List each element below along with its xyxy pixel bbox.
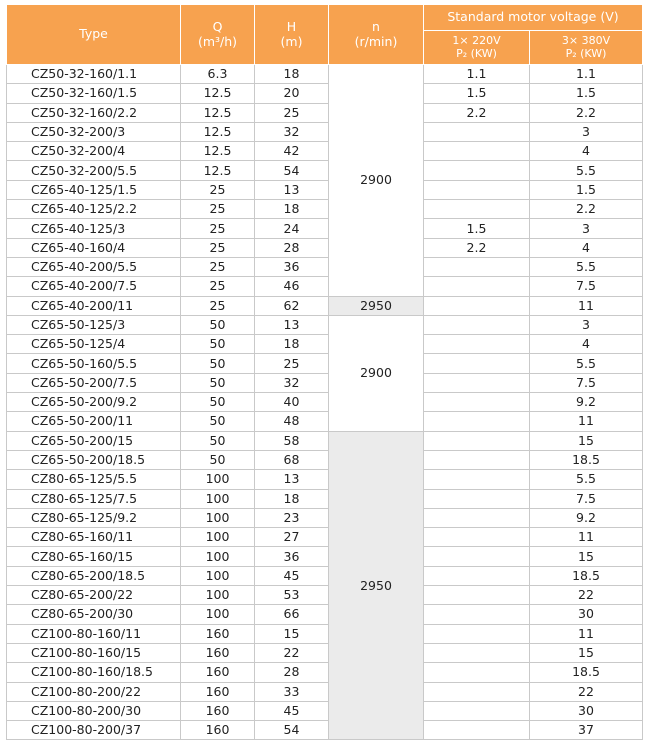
cell-flow: 50 [181, 315, 255, 334]
table-row [7, 721, 643, 740]
table-row [7, 161, 643, 180]
col-header-three-phase: 3× 380V P₂ (KW) [530, 31, 643, 65]
table-row [7, 122, 643, 141]
cell-type: CZ80-65-200/22 [7, 586, 181, 605]
cell-type: CZ80-65-160/11 [7, 528, 181, 547]
cell-power-1ph: 1.1 [424, 65, 530, 84]
cell-power-1ph [424, 315, 530, 334]
cell-head: 54 [255, 721, 329, 740]
cell-type: CZ65-40-200/11 [7, 296, 181, 315]
cell-type: CZ50-32-160/1.1 [7, 65, 181, 84]
cell-power-1ph [424, 296, 530, 315]
cell-power-3ph: 7.5 [530, 489, 643, 508]
cell-speed: 2950 [329, 296, 424, 315]
table-row [7, 682, 643, 701]
cell-power-3ph: 11 [530, 296, 643, 315]
cell-head: 27 [255, 528, 329, 547]
cell-power-1ph [424, 373, 530, 392]
cell-speed: 2950 [329, 431, 424, 740]
table-row [7, 431, 643, 450]
cell-type: CZ65-40-125/3 [7, 219, 181, 238]
cell-power-3ph: 5.5 [530, 354, 643, 373]
cell-power-3ph: 5.5 [530, 470, 643, 489]
col-header-n: n (r/min) [329, 5, 424, 65]
cell-power-1ph [424, 470, 530, 489]
cell-flow: 25 [181, 180, 255, 199]
table-row [7, 219, 643, 238]
cell-type: CZ80-65-160/15 [7, 547, 181, 566]
cell-power-3ph: 18.5 [530, 450, 643, 469]
cell-flow: 50 [181, 373, 255, 392]
cell-flow: 50 [181, 450, 255, 469]
cell-flow: 50 [181, 412, 255, 431]
cell-power-1ph [424, 431, 530, 450]
cell-type: CZ50-32-200/5.5 [7, 161, 181, 180]
cell-head: 13 [255, 315, 329, 334]
cell-head: 25 [255, 354, 329, 373]
cell-type: CZ65-40-200/5.5 [7, 257, 181, 276]
cell-type: CZ100-80-200/30 [7, 701, 181, 720]
cell-head: 18 [255, 489, 329, 508]
cell-type: CZ80-65-125/7.5 [7, 489, 181, 508]
cell-head: 25 [255, 103, 329, 122]
cell-type: CZ50-32-160/2.2 [7, 103, 181, 122]
cell-flow: 160 [181, 663, 255, 682]
cell-power-1ph [424, 180, 530, 199]
cell-head: 22 [255, 643, 329, 662]
cell-type: CZ80-65-200/18.5 [7, 566, 181, 585]
cell-head: 15 [255, 624, 329, 643]
col-header-type: Type [7, 5, 181, 65]
table-row [7, 180, 643, 199]
cell-type: CZ65-40-125/2.2 [7, 200, 181, 219]
cell-head: 48 [255, 412, 329, 431]
cell-flow: 100 [181, 470, 255, 489]
table-row [7, 200, 643, 219]
cell-power-3ph: 11 [530, 528, 643, 547]
cell-type: CZ65-50-125/4 [7, 335, 181, 354]
cell-power-1ph [424, 277, 530, 296]
cell-head: 32 [255, 373, 329, 392]
cell-power-3ph: 15 [530, 643, 643, 662]
cell-head: 36 [255, 547, 329, 566]
cell-type: CZ65-40-200/7.5 [7, 277, 181, 296]
table-row [7, 701, 643, 720]
cell-power-3ph: 30 [530, 701, 643, 720]
table-row [7, 489, 643, 508]
cell-power-1ph [424, 161, 530, 180]
cell-flow: 50 [181, 393, 255, 412]
table-row [7, 508, 643, 527]
cell-power-1ph [424, 643, 530, 662]
cell-type: CZ100-80-200/22 [7, 682, 181, 701]
cell-power-3ph: 7.5 [530, 373, 643, 392]
cell-type: CZ65-50-200/15 [7, 431, 181, 450]
cell-type: CZ65-40-160/4 [7, 238, 181, 257]
cell-type: CZ50-32-160/1.5 [7, 84, 181, 103]
cell-head: 36 [255, 257, 329, 276]
cell-power-3ph: 4 [530, 238, 643, 257]
cell-type: CZ65-40-125/1.5 [7, 180, 181, 199]
cell-head: 24 [255, 219, 329, 238]
cell-head: 45 [255, 566, 329, 585]
cell-type: CZ65-50-200/18.5 [7, 450, 181, 469]
cell-power-1ph [424, 663, 530, 682]
cell-power-3ph: 18.5 [530, 663, 643, 682]
cell-flow: 100 [181, 547, 255, 566]
cell-power-1ph: 1.5 [424, 84, 530, 103]
table-row [7, 586, 643, 605]
cell-power-3ph: 4 [530, 335, 643, 354]
cell-flow: 12.5 [181, 142, 255, 161]
cell-power-1ph [424, 566, 530, 585]
table-row [7, 257, 643, 276]
cell-flow: 25 [181, 219, 255, 238]
cell-flow: 160 [181, 721, 255, 740]
cell-type: CZ50-32-200/4 [7, 142, 181, 161]
cell-flow: 25 [181, 277, 255, 296]
cell-type: CZ80-65-125/9.2 [7, 508, 181, 527]
cell-speed: 2900 [329, 315, 424, 431]
cell-power-3ph: 30 [530, 605, 643, 624]
table-row [7, 373, 643, 392]
cell-head: 40 [255, 393, 329, 412]
cell-flow: 6.3 [181, 65, 255, 84]
table-row [7, 450, 643, 469]
cell-power-1ph: 1.5 [424, 219, 530, 238]
cell-flow: 12.5 [181, 103, 255, 122]
cell-head: 42 [255, 142, 329, 161]
cell-type: CZ50-32-200/3 [7, 122, 181, 141]
cell-head: 18 [255, 65, 329, 84]
cell-head: 28 [255, 663, 329, 682]
cell-power-3ph: 5.5 [530, 161, 643, 180]
cell-type: CZ100-80-200/37 [7, 721, 181, 740]
cell-power-1ph [424, 682, 530, 701]
cell-power-3ph: 37 [530, 721, 643, 740]
cell-power-1ph [424, 257, 530, 276]
cell-type: CZ100-80-160/18.5 [7, 663, 181, 682]
cell-power-1ph [424, 335, 530, 354]
col-header-motor-voltage: Standard motor voltage (V) [424, 5, 643, 31]
cell-type: CZ65-50-160/5.5 [7, 354, 181, 373]
cell-head: 33 [255, 682, 329, 701]
cell-power-3ph: 9.2 [530, 508, 643, 527]
cell-power-1ph [424, 142, 530, 161]
cell-flow: 12.5 [181, 161, 255, 180]
table-row [7, 354, 643, 373]
cell-power-3ph: 4 [530, 142, 643, 161]
cell-power-3ph: 11 [530, 412, 643, 431]
cell-type: CZ100-80-160/11 [7, 624, 181, 643]
cell-type: CZ80-65-125/5.5 [7, 470, 181, 489]
cell-head: 18 [255, 200, 329, 219]
table-row [7, 142, 643, 161]
table-body [7, 65, 643, 740]
cell-flow: 25 [181, 257, 255, 276]
cell-power-1ph: 2.2 [424, 103, 530, 122]
cell-head: 53 [255, 586, 329, 605]
cell-head: 13 [255, 470, 329, 489]
cell-power-3ph: 22 [530, 586, 643, 605]
cell-flow: 160 [181, 643, 255, 662]
cell-head: 13 [255, 180, 329, 199]
cell-power-3ph: 7.5 [530, 277, 643, 296]
cell-type: CZ80-65-200/30 [7, 605, 181, 624]
cell-power-1ph [424, 122, 530, 141]
cell-flow: 100 [181, 528, 255, 547]
table-row [7, 412, 643, 431]
cell-flow: 25 [181, 200, 255, 219]
cell-flow: 100 [181, 566, 255, 585]
cell-power-1ph [424, 200, 530, 219]
cell-power-1ph [424, 489, 530, 508]
cell-power-3ph: 15 [530, 547, 643, 566]
cell-power-3ph: 3 [530, 315, 643, 334]
cell-power-3ph: 2.2 [530, 103, 643, 122]
cell-power-1ph [424, 450, 530, 469]
cell-power-3ph: 1.1 [530, 65, 643, 84]
cell-head: 62 [255, 296, 329, 315]
cell-power-3ph: 18.5 [530, 566, 643, 585]
table-row [7, 643, 643, 662]
cell-type: CZ100-80-160/15 [7, 643, 181, 662]
cell-power-3ph: 22 [530, 682, 643, 701]
cell-flow: 100 [181, 489, 255, 508]
cell-power-1ph [424, 393, 530, 412]
cell-flow: 12.5 [181, 84, 255, 103]
cell-power-1ph [424, 547, 530, 566]
cell-head: 54 [255, 161, 329, 180]
cell-head: 68 [255, 450, 329, 469]
cell-power-3ph: 5.5 [530, 257, 643, 276]
cell-head: 45 [255, 701, 329, 720]
table-row [7, 103, 643, 122]
cell-flow: 50 [181, 335, 255, 354]
table-row [7, 605, 643, 624]
cell-power-3ph: 1.5 [530, 84, 643, 103]
table-row [7, 566, 643, 585]
pump-spec-table [6, 4, 643, 740]
cell-type: CZ65-50-200/11 [7, 412, 181, 431]
cell-power-1ph [424, 721, 530, 740]
cell-power-3ph: 1.5 [530, 180, 643, 199]
cell-power-1ph [424, 605, 530, 624]
cell-head: 20 [255, 84, 329, 103]
cell-head: 28 [255, 238, 329, 257]
cell-power-3ph: 3 [530, 219, 643, 238]
cell-head: 58 [255, 431, 329, 450]
table-row [7, 277, 643, 296]
cell-flow: 160 [181, 624, 255, 643]
cell-power-1ph: 2.2 [424, 238, 530, 257]
col-header-h: H (m) [255, 5, 329, 65]
cell-flow: 160 [181, 701, 255, 720]
cell-power-1ph [424, 586, 530, 605]
cell-power-3ph: 3 [530, 122, 643, 141]
cell-flow: 50 [181, 431, 255, 450]
table-row [7, 528, 643, 547]
cell-flow: 160 [181, 682, 255, 701]
col-header-single-phase: 1× 220V P₂ (KW) [424, 31, 530, 65]
cell-flow: 25 [181, 238, 255, 257]
col-header-q: Q (m³/h) [181, 5, 255, 65]
table-row [7, 547, 643, 566]
cell-head: 46 [255, 277, 329, 296]
cell-power-3ph: 11 [530, 624, 643, 643]
cell-power-1ph [424, 701, 530, 720]
cell-head: 23 [255, 508, 329, 527]
cell-flow: 50 [181, 354, 255, 373]
table-row [7, 624, 643, 643]
cell-power-1ph [424, 528, 530, 547]
cell-power-1ph [424, 624, 530, 643]
cell-type: CZ65-50-200/9.2 [7, 393, 181, 412]
cell-head: 32 [255, 122, 329, 141]
table-row [7, 84, 643, 103]
cell-head: 66 [255, 605, 329, 624]
cell-type: CZ65-50-125/3 [7, 315, 181, 334]
cell-power-1ph [424, 354, 530, 373]
cell-flow: 12.5 [181, 122, 255, 141]
cell-type: CZ65-50-200/7.5 [7, 373, 181, 392]
cell-power-1ph [424, 508, 530, 527]
table-row [7, 238, 643, 257]
cell-flow: 25 [181, 296, 255, 315]
cell-power-3ph: 2.2 [530, 200, 643, 219]
cell-head: 18 [255, 335, 329, 354]
table-row [7, 393, 643, 412]
table-row [7, 663, 643, 682]
cell-power-3ph: 9.2 [530, 393, 643, 412]
cell-flow: 100 [181, 605, 255, 624]
cell-flow: 100 [181, 586, 255, 605]
table-row [7, 296, 643, 315]
cell-flow: 100 [181, 508, 255, 527]
table-row [7, 315, 643, 334]
table-row [7, 470, 643, 489]
cell-power-3ph: 15 [530, 431, 643, 450]
cell-speed: 2900 [329, 65, 424, 297]
table-row [7, 65, 643, 84]
table-row [7, 335, 643, 354]
cell-power-1ph [424, 412, 530, 431]
